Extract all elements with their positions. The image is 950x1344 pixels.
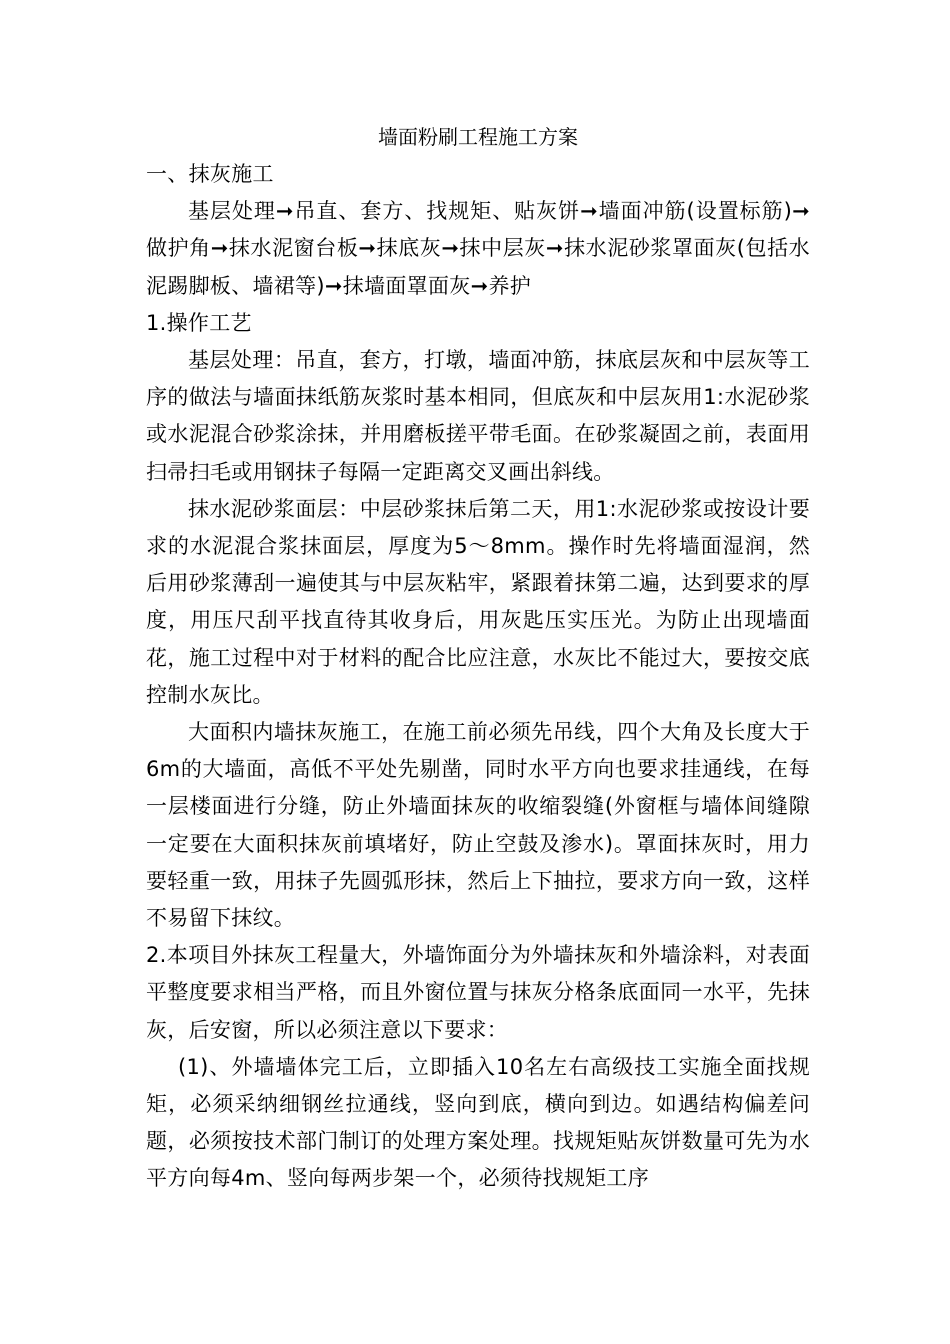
paragraph-large-area: 大面积内墙抹灰施工，在施工前必须先吊线，四个大角及长度大于6m的大墙面，高低不平处先剔凿，同时水平方向也要求挂通线，在每一层楼面进行分缝，防止外墙面抹灰的收缩裂缝(外窗框与墙体间缝隙一定要在大面积抹灰前填堵好，防止空鼓及渗水)。罩面抹灰时，用力要轻重一致，用抹子先圆弧形抹，然后上下抽拉，要求方向一致，这样不易留下抹纹。 — [146, 720, 810, 931]
paragraph-base-treatment: 基层处理：吊直，套方，打墩，墙面冲筋，抹底层灰和中层灰等工序的做法与墙面抹纸筋灰浆时基本相同，但底灰和中层灰用1:水泥砂浆或水泥混合砂浆涂抹，并用磨板搓平带毛面。在砂浆凝固之前，表面用扫帚扫毛或用钢抹子每隔一定距离交叉画出斜线。 — [146, 348, 810, 484]
paragraph-process-flow: 基层处理➞吊直、套方、找规矩、贴灰饼➞墙面冲筋(设置标筋)➞做护角➞抹水泥窗台板➞抹底灰➞抹中层灰➞抹水泥砂浆罩面灰(包括水泥踢脚板、墙裙等)➞抹墙面罩面灰➞养护 — [146, 199, 810, 298]
document-page — [146, 118, 810, 1198]
paragraph-exterior-requirements: 2.本项目外抹灰工程量大，外墙饰面分为外墙抹灰和外墙涂料，对表面平整度要求相当严格，而且外窗位置与抹灰分格条底面同一水平，先抹灰，后安窗，所以必须注意以下要求： — [146, 943, 810, 1042]
paragraph-requirement-1: (1)、外墙墙体完工后，立即插入10名左右高级技工实施全面找规矩，必须采纳细钢丝拉通线，竖向到底，横向到边。如遇结构偏差问题，必须按技术部门制订的处理方案处理。找规矩贴灰饼数量可先为水平方向每4m、竖向每两步架一个，必须待找规矩工序 — [146, 1054, 810, 1191]
section-heading-plastering: 一、抹灰施工 — [146, 162, 274, 186]
paragraph-surface-layer: 抹水泥砂浆面层：中层砂浆抹后第二天，用1:水泥砂浆或按设计要求的水泥混合浆抹面层，厚度为5～8mm。操作时先将墙面湿润，然后用砂浆薄刮一遍使其与中层灰粘牢，紧跟着抹第二遍，达到要求的厚度，用压尺刮平找直待其收身后，用灰匙压实压光。为防止出现墙面花，施工过程中对于材料的配合比应注意，水灰比不能过大，要按交底控制水灰比。 — [146, 496, 810, 707]
document-title: 墙面粉刷工程施工方案 — [378, 125, 578, 149]
section-heading-operation: 1.操作工艺 — [146, 310, 252, 335]
